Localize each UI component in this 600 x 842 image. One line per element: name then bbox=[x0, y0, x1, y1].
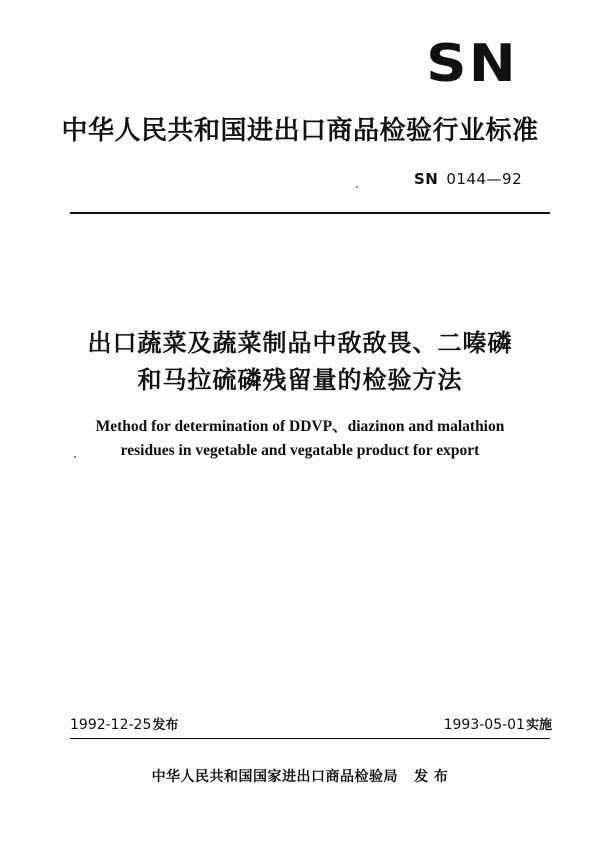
header-divider bbox=[70, 212, 550, 214]
sn-logo: SN bbox=[426, 34, 518, 94]
standard-category-title: 中华人民共和国进出口商品检验行业标准 bbox=[61, 116, 539, 146]
issue-date bbox=[70, 716, 178, 735]
issuer-action: 发 布 bbox=[414, 769, 449, 785]
issue-label: 发布 bbox=[152, 718, 179, 733]
chinese-title-line-1: 出口蔬菜及蔬菜制品中敌敌畏、二嗪磷 bbox=[87, 329, 513, 357]
issuer-name: 中华人民共和国国家进出口商品检验局 bbox=[151, 769, 399, 785]
standard-number-prefix: SN bbox=[414, 170, 439, 188]
implementation-label: 实施 bbox=[525, 718, 552, 733]
implementation-date bbox=[444, 716, 552, 735]
english-title-line-2: residues in vegetable and vegatable product for export bbox=[120, 442, 480, 459]
chinese-title-line-2: 和马拉硫磷残留量的检验方法 bbox=[137, 366, 463, 394]
scan-speck bbox=[74, 456, 76, 458]
issue-date-value: 1992-12-25 bbox=[70, 717, 152, 733]
english-title-line-1: Method for determination of DDVP、diazinon and malathion bbox=[95, 418, 505, 435]
standard-number bbox=[414, 170, 522, 188]
standard-number-value: 0144—92 bbox=[446, 170, 523, 188]
footer-divider bbox=[70, 738, 550, 739]
implementation-date-value: 1993-05-01 bbox=[443, 717, 525, 733]
scan-speck bbox=[356, 186, 358, 188]
issuing-authority bbox=[0, 768, 600, 786]
